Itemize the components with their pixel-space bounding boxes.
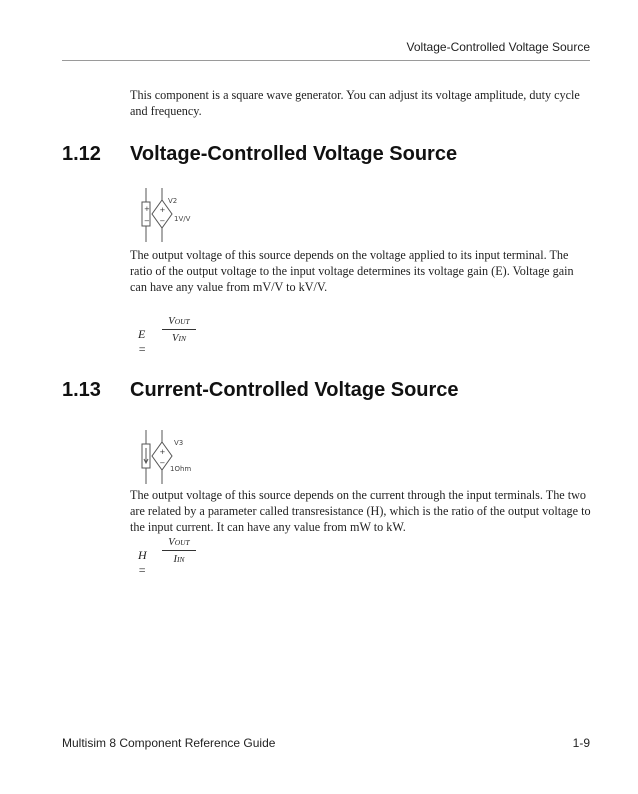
fraction-bar xyxy=(162,550,196,551)
input-minus-label: − xyxy=(144,217,150,225)
section-title: Voltage-Controlled Voltage Source xyxy=(130,143,458,165)
symbol-value-label: 1V/V xyxy=(174,215,191,223)
fraction-bar xyxy=(162,329,196,330)
formula-numerator: V xyxy=(168,316,175,327)
formula-denominator-sub: IN xyxy=(177,555,185,564)
section-number: 1.12 xyxy=(62,143,101,165)
header-divider xyxy=(62,60,590,61)
footer-page-number: 1-9 xyxy=(572,736,590,750)
formula-numerator-sub: OUT xyxy=(174,317,190,326)
section-description: The output voltage of this source depends on the current through the input terminals. The two are related by a parameter called transresistance (H), which is the ratio of the output voltage to the input current. It can have any value from mW to kW. xyxy=(130,488,591,534)
intro-paragraph: This component is a square wave generator. You can adjust its voltage amplitude, duty cycle and frequency. xyxy=(130,88,580,118)
input-plus-label: + xyxy=(144,205,150,213)
symbol-ref-label: V3 xyxy=(174,439,184,447)
formula-denominator: I xyxy=(173,554,177,565)
ccvs-symbol xyxy=(134,430,214,486)
footer-guide-title: Multisim 8 Component Reference Guide xyxy=(62,736,276,750)
vcvs-symbol xyxy=(134,188,214,244)
formula-lhs: H xyxy=(138,548,147,562)
formula-denominator-sub: IN xyxy=(178,334,186,343)
formula-numerator-sub: OUT xyxy=(174,538,190,547)
output-plus-label: + xyxy=(159,448,166,456)
output-plus-label: + xyxy=(159,206,166,214)
symbol-value-label: 1Ohm xyxy=(170,465,192,473)
section-title: Current-Controlled Voltage Source xyxy=(130,379,459,401)
output-minus-label: − xyxy=(159,217,166,225)
formula-numerator: V xyxy=(168,537,175,548)
formula-equals: = xyxy=(138,563,147,577)
section-number: 1.13 xyxy=(62,379,101,401)
formula-equals: = xyxy=(138,342,147,356)
output-minus-label: − xyxy=(159,459,166,467)
section-description: The output voltage of this source depends on the voltage applied to its input terminal. The ratio of the output voltage to the input voltage determines its voltage gain (E). Voltage gain can have any value from mV/V to kV/V. xyxy=(130,248,574,294)
running-header: Voltage-Controlled Voltage Source xyxy=(406,40,590,54)
formula-denominator: V xyxy=(172,333,179,344)
symbol-ref-label: V2 xyxy=(168,197,178,205)
formula-lhs: E xyxy=(138,327,146,341)
